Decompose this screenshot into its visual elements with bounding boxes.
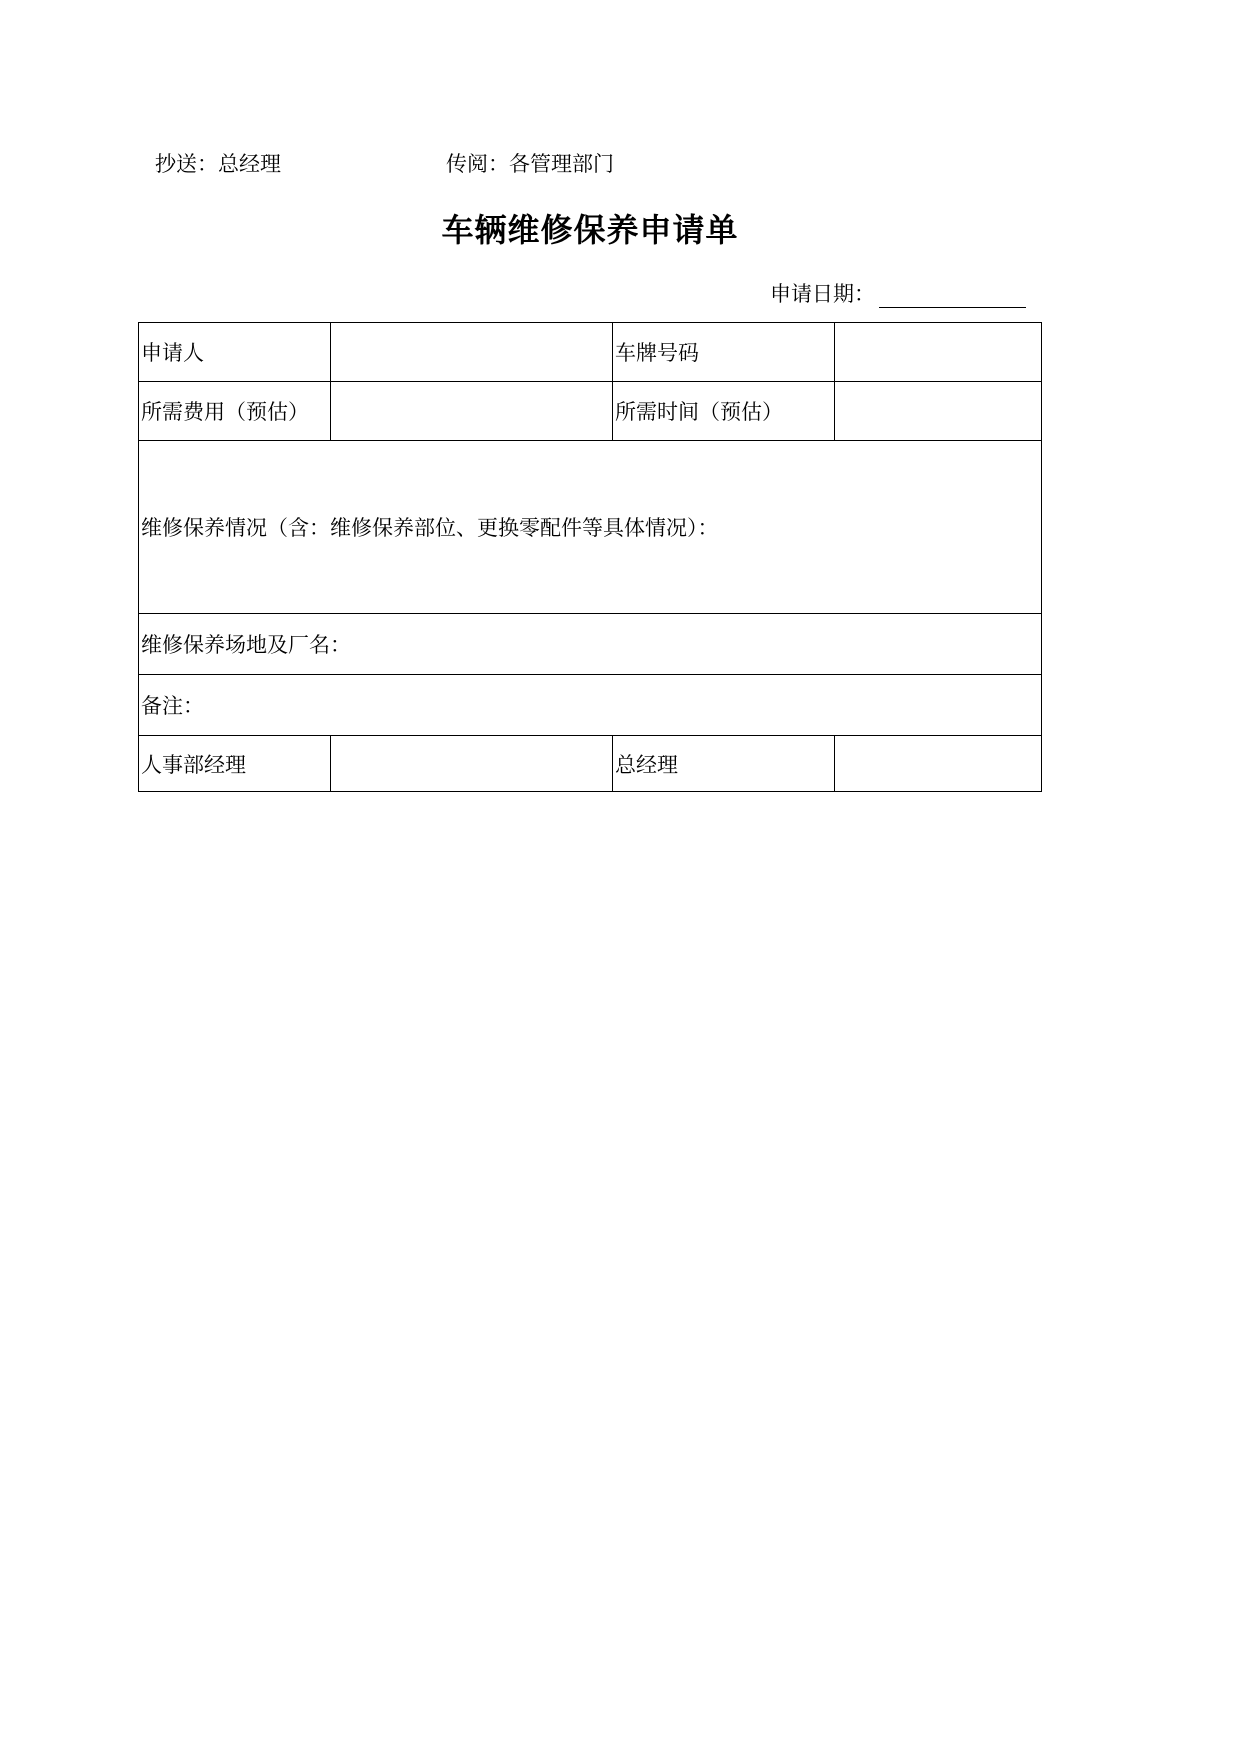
maintenance-situation-field[interactable]: [139, 441, 1042, 614]
plate-number-field[interactable]: [835, 323, 1042, 382]
circulation-recipient: 传阅：各管理部门: [446, 152, 614, 176]
applicant-label: 申请人: [139, 323, 331, 382]
form-row-estimates: [139, 382, 1042, 441]
hr-manager-label: 人事部经理: [139, 736, 331, 792]
application-date-label: 申请日期：: [770, 282, 875, 306]
applicant-field[interactable]: [331, 323, 613, 382]
hr-manager-signature-field[interactable]: [331, 736, 613, 792]
request-form-table: [138, 322, 1042, 792]
application-date-row: [770, 278, 1026, 308]
estimated-time-label: 所需时间（预估）: [613, 382, 835, 441]
application-date-field[interactable]: [879, 283, 1026, 308]
estimated-cost-field[interactable]: [331, 382, 613, 441]
form-row-remarks: [139, 675, 1042, 736]
remarks-field[interactable]: [139, 675, 1042, 736]
estimated-time-field[interactable]: [835, 382, 1042, 441]
cc-recipient: 抄送：总经理: [155, 152, 281, 176]
general-manager-label: 总经理: [613, 736, 835, 792]
maintenance-location-field[interactable]: [139, 614, 1042, 675]
form-row-location: [139, 614, 1042, 675]
estimated-cost-label: 所需费用（预估）: [139, 382, 331, 441]
form-title: 车辆维修保养申请单: [441, 211, 739, 249]
maintenance-situation-label: 维修保养情况（含：维修保养部位、更换零配件等具体情况）：: [141, 516, 719, 540]
form-row-applicant: [139, 323, 1042, 382]
general-manager-signature-field[interactable]: [835, 736, 1042, 792]
remarks-label: 备注：: [141, 694, 204, 718]
maintenance-location-label: 维修保养场地及厂名：: [141, 633, 351, 657]
form-row-situation: [139, 441, 1042, 614]
plate-number-label: 车牌号码: [613, 323, 835, 382]
form-row-approval: [139, 736, 1042, 792]
